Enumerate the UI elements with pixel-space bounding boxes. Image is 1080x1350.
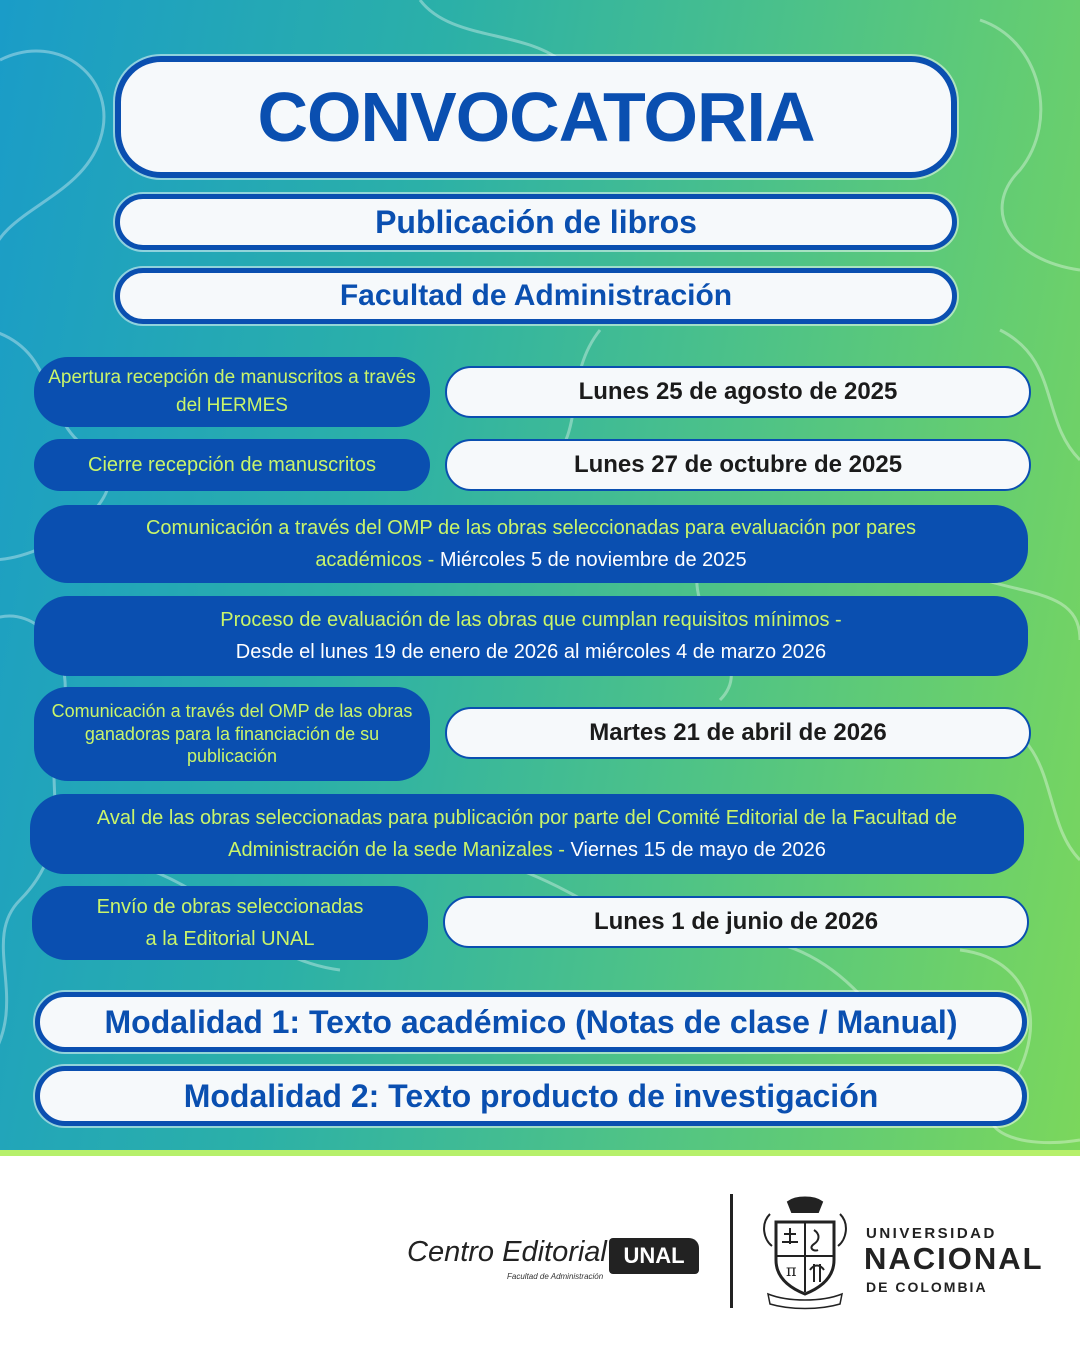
schedule-item-4-label: Proceso de evaluación de las obras que cumplan requisitos mínimos -	[220, 609, 842, 631]
modality-2-text: Modalidad 2: Texto producto de investigación	[183, 1077, 879, 1114]
schedule-item-5-label: Comunicación a través del OMP de las obras ganadoras para la financiación de su publicación	[51, 701, 413, 767]
university-crest-icon	[758, 1194, 852, 1312]
schedule-item-7-date: Lunes 1 de junio de 2026	[593, 908, 879, 935]
schedule-item-3-pill	[34, 505, 1028, 583]
university-name-line1: UNIVERSIDAD	[866, 1225, 997, 1242]
university-name-line3: DE COLOMBIA	[866, 1279, 988, 1295]
schedule-item-5-date-pill	[445, 707, 1031, 759]
footer-divider-strip	[0, 1150, 1080, 1156]
subtitle-banner	[115, 194, 957, 250]
schedule-item-4-pill	[34, 596, 1028, 676]
page-title: CONVOCATORIA	[257, 78, 815, 156]
centro-editorial-subtext: Facultad de Administración	[507, 1272, 604, 1281]
centro-editorial-text: Centro Editorial	[407, 1236, 607, 1268]
modality-1-banner	[35, 992, 1027, 1052]
schedule-item-7-label-pill	[32, 886, 428, 960]
schedule-item-6-pill	[30, 794, 1024, 874]
unal-badge	[609, 1238, 699, 1274]
modality-1-text: Modalidad 1: Texto académico (Notas de clase / Manual)	[104, 1003, 958, 1040]
svg-text:π: π	[786, 1261, 797, 1280]
footer-divider	[730, 1194, 733, 1308]
schedule-item-2-date: Lunes 27 de octubre de 2025	[573, 451, 903, 478]
schedule-item-3-text	[124, 512, 938, 576]
schedule-item-4-date: Desde el lunes 19 de enero de 2026 al miércoles 4 de marzo 2026	[235, 641, 827, 663]
schedule-item-1-date: Lunes 25 de agosto de 2025	[578, 378, 898, 405]
schedule-item-6-label: Aval de las obras seleccionadas para publicación por parte del Comité Editorial de la Facultad de Administración de la sede Manizales -	[96, 807, 958, 861]
title-banner	[115, 56, 957, 178]
unal-badge-text: UNAL	[623, 1243, 685, 1268]
subtitle: Publicación de libros	[375, 203, 697, 240]
schedule-item-3-label: Comunicación a través del OMP de las obras seleccionadas para evaluación por pares académicos -	[145, 517, 917, 571]
schedule-item-6-text	[60, 802, 994, 866]
schedule-item-5-label-pill	[34, 687, 430, 781]
schedule-item-1-label: Apertura recepción de manuscritos a través del HERMES	[48, 367, 416, 416]
schedule-item-6-date: Viernes 15 de mayo de 2026	[570, 839, 826, 861]
schedule-item-2-date-pill	[445, 439, 1031, 491]
schedule-item-2-label: Cierre recepción de manuscritos	[88, 454, 376, 476]
schedule-item-5-date: Martes 21 de abril de 2026	[589, 719, 887, 746]
schedule-item-1-label-pill	[34, 357, 430, 427]
modality-2-banner	[35, 1066, 1027, 1126]
centro-editorial-logo	[407, 1234, 699, 1284]
schedule-item-7-label: Envío de obras seleccionadas a la Editorial UNAL	[96, 896, 364, 950]
faculty-banner	[115, 268, 957, 324]
schedule-item-7-date-pill	[443, 896, 1029, 948]
schedule-item-3-date: Miércoles 5 de noviembre de 2025	[439, 549, 747, 571]
university-name-line2: NACIONAL	[864, 1241, 1044, 1276]
schedule-item-2-label-pill	[34, 439, 430, 491]
schedule-item-1-date-pill	[445, 366, 1031, 418]
faculty-name: Facultad de Administración	[339, 279, 733, 312]
